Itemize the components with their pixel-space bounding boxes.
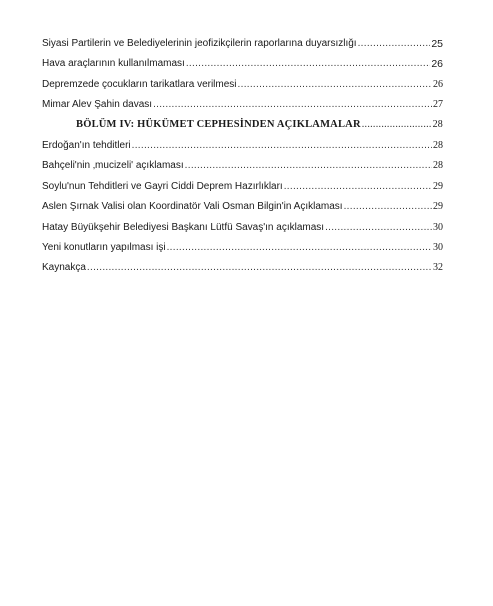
toc-page-number: 26: [433, 79, 443, 90]
toc-entry-title: Bahçeli'nin ‚mucizeli' açıklaması: [42, 160, 184, 171]
toc-leader-dots: [358, 38, 431, 50]
toc-leader-dots: [167, 242, 432, 254]
toc-leader-dots: [153, 99, 432, 111]
toc-entry-title: Kaynakça: [42, 262, 86, 273]
toc-entry-title: Hatay Büyükşehir Belediyesi Başkanı Lütfü Savaş'ın açıklaması: [42, 222, 325, 233]
toc-entry[interactable]: [42, 260, 443, 274]
toc-entry[interactable]: [42, 179, 443, 193]
toc-leader-dots: [186, 58, 430, 70]
toc-chapter-heading[interactable]: [42, 117, 443, 131]
toc-entry-title: Erdoğan'ın tehditleri: [42, 140, 131, 151]
toc-leader-dots: [362, 119, 432, 131]
toc-entry-title: BÖLÜM IV: HÜKÜMET CEPHESİNDEN AÇIKLAMALAR: [76, 119, 361, 130]
toc-entry-title: Yeni konutların yapılması işi: [42, 242, 166, 253]
toc-entry[interactable]: [42, 158, 443, 172]
toc-page-number: 32: [433, 262, 443, 273]
toc-leader-dots: [284, 181, 432, 193]
toc-page-number: 29: [433, 181, 443, 192]
toc-entry[interactable]: [42, 36, 443, 50]
toc-leader-dots: [325, 222, 432, 234]
toc-page-number: 26: [431, 58, 443, 70]
toc-leader-dots: [185, 160, 432, 172]
toc-leader-dots: [238, 79, 432, 91]
toc-leader-dots: [132, 140, 432, 152]
toc-leader-dots: [87, 262, 432, 274]
toc-entry[interactable]: [42, 56, 443, 70]
toc-entry-title: Depremzede çocukların tarikatlara verilmesi: [42, 79, 237, 90]
toc-entry[interactable]: [42, 240, 443, 254]
toc-page-number: 30: [433, 222, 443, 233]
toc-entry[interactable]: [42, 138, 443, 152]
toc-page-number: 25: [431, 38, 443, 50]
toc-page-number: 29: [433, 201, 443, 212]
toc-entry-title: Soylu'nun Tehditleri ve Gayri Ciddi Deprem Hazırlıkları: [42, 181, 283, 192]
toc-entry-title: Hava araçlarının kullanılmaması: [42, 58, 185, 69]
toc-entry-title: Mimar Alev Şahin davası: [42, 99, 153, 110]
toc-entry-title: Siyasi Partilerin ve Belediyelerinin jeofizikçilerin raporlarına duyarsızlığı: [42, 38, 357, 49]
toc-entry[interactable]: [42, 199, 443, 213]
toc-page-number: 28: [432, 119, 443, 130]
toc-entry[interactable]: [42, 220, 443, 234]
toc-entry[interactable]: [42, 97, 443, 111]
toc-leader-dots: [344, 201, 432, 213]
toc-page-number: 28: [433, 140, 443, 151]
toc-page-number: 28: [433, 160, 443, 171]
toc-page-number: 30: [433, 242, 443, 253]
toc-page-number: 27: [433, 99, 443, 110]
toc-entry[interactable]: [42, 77, 443, 91]
toc-entry-title: Aslen Şırnak Valisi olan Koordinatör Vali Osman Bilgin'in Açıklaması: [42, 201, 343, 212]
